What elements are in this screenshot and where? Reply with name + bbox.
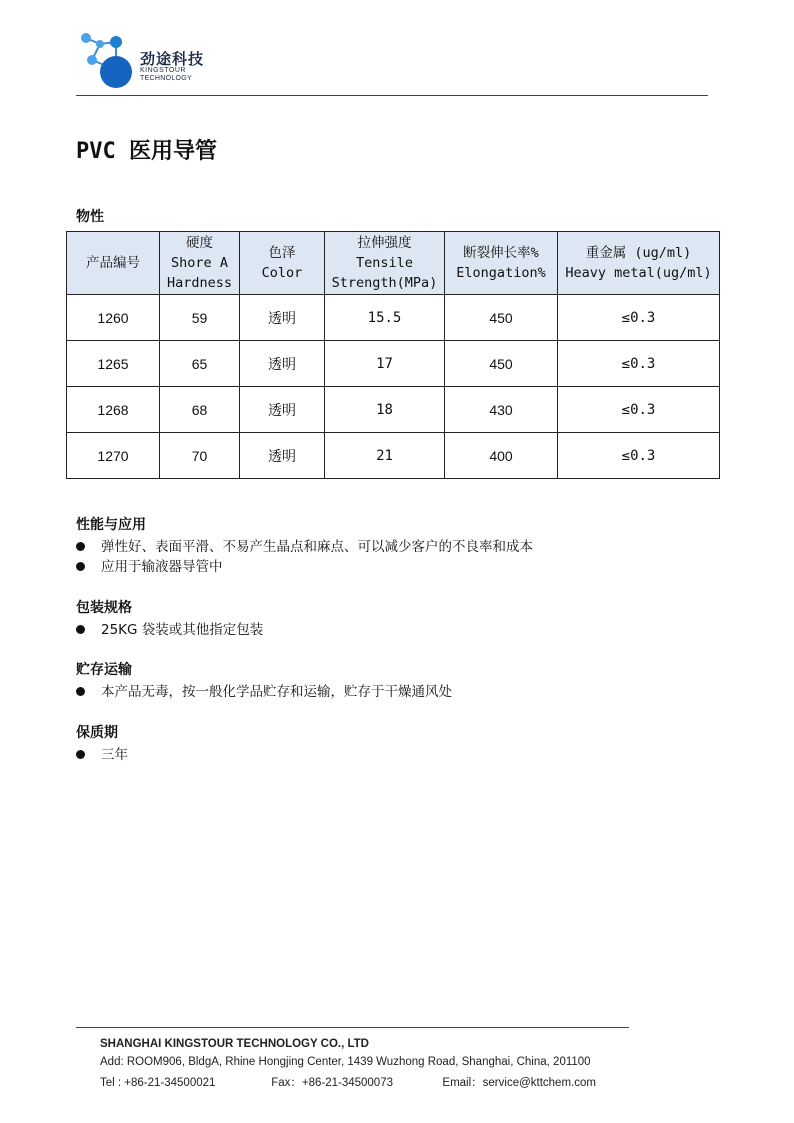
cell-heavy-metal: ≤0.3 — [558, 433, 720, 479]
bullet-icon — [76, 625, 85, 634]
cell-heavy-metal: ≤0.3 — [558, 387, 720, 433]
list-item: 25KG 袋装或其他指定包装 — [76, 618, 263, 638]
table-row — [67, 295, 720, 341]
cell-product-code: 1268 — [67, 387, 160, 433]
document-title: PVC 医用导管 — [76, 139, 217, 164]
cell-elongation: 430 — [445, 387, 558, 433]
cell-elongation: 400 — [445, 433, 558, 479]
column-header-hardness: 硬度 Shore A Hardness — [160, 232, 240, 295]
bullet-icon — [76, 687, 85, 696]
header-divider — [76, 95, 708, 96]
footer-company-name: SHANGHAI KINGSTOUR TECHNOLOGY CO., LTD — [100, 1038, 369, 1050]
column-header-product-code: 产品编号 — [67, 232, 160, 295]
column-header-elongation: 断裂伸长率% Elongation% — [445, 232, 558, 295]
table-row — [67, 341, 720, 387]
table-row — [67, 433, 720, 479]
logo-english-line1: KINGSTOUR — [140, 67, 186, 74]
footer-email: Email：service@kttchem.com — [442, 1077, 596, 1089]
footer-tel: Tel : +86-21-34500021 — [100, 1077, 216, 1089]
list-item: 应用于输液器导管中 — [76, 555, 223, 575]
cell-tensile: 18 — [325, 387, 445, 433]
cell-hardness: 68 — [160, 387, 240, 433]
cell-product-code: 1270 — [67, 433, 160, 479]
footer-fax: Fax：+86-21-34500073 — [271, 1077, 393, 1089]
cell-product-code: 1265 — [67, 341, 160, 387]
table-header-row — [67, 232, 720, 295]
footer-divider — [76, 1027, 629, 1028]
section-heading-shelf-life: 保质期 — [76, 725, 118, 741]
cell-elongation: 450 — [445, 295, 558, 341]
logo-english-line2: TECHNOLOGY — [140, 75, 193, 82]
section-heading-storage: 贮存运输 — [76, 662, 132, 678]
bullet-icon — [76, 750, 85, 759]
column-header-tensile: 拉伸强度 Tensile Strength(MPa) — [325, 232, 445, 295]
list-item: 三年 — [76, 743, 128, 763]
list-item: 本产品无毒，按一般化学品贮存和运输，贮存于干燥通风处 — [76, 680, 452, 700]
cell-color: 透明 — [240, 341, 325, 387]
properties-label: 物性 — [76, 209, 104, 225]
cell-product-code: 1260 — [67, 295, 160, 341]
column-header-heavy-metal: 重金属 (ug/ml) Heavy metal(ug/ml) — [558, 232, 720, 295]
list-item: 弹性好、表面平滑、不易产生晶点和麻点、可以减少客户的不良率和成本 — [76, 535, 533, 555]
cell-hardness: 59 — [160, 295, 240, 341]
cell-color: 透明 — [240, 295, 325, 341]
section-heading-performance: 性能与应用 — [76, 517, 146, 533]
cell-color: 透明 — [240, 387, 325, 433]
cell-heavy-metal: ≤0.3 — [558, 341, 720, 387]
properties-table — [66, 231, 720, 479]
footer-address: Add: ROOM906, BldgA, Rhine Hongjing Center, 1439 Wuzhong Road, Shanghai, China, 201100 — [100, 1056, 591, 1068]
logo-molecule-icon — [76, 30, 138, 92]
cell-heavy-metal: ≤0.3 — [558, 295, 720, 341]
company-logo — [76, 30, 216, 92]
logo-chinese-name: 劲途科技 — [140, 50, 205, 68]
cell-hardness: 70 — [160, 433, 240, 479]
table-row — [67, 387, 720, 433]
cell-elongation: 450 — [445, 341, 558, 387]
cell-color: 透明 — [240, 433, 325, 479]
column-header-color: 色泽 Color — [240, 232, 325, 295]
cell-tensile: 21 — [325, 433, 445, 479]
bullet-icon — [76, 562, 85, 571]
cell-hardness: 65 — [160, 341, 240, 387]
cell-tensile: 17 — [325, 341, 445, 387]
bullet-icon — [76, 542, 85, 551]
cell-tensile: 15.5 — [325, 295, 445, 341]
section-heading-packaging: 包装规格 — [76, 600, 132, 616]
footer-contact — [100, 1074, 596, 1090]
